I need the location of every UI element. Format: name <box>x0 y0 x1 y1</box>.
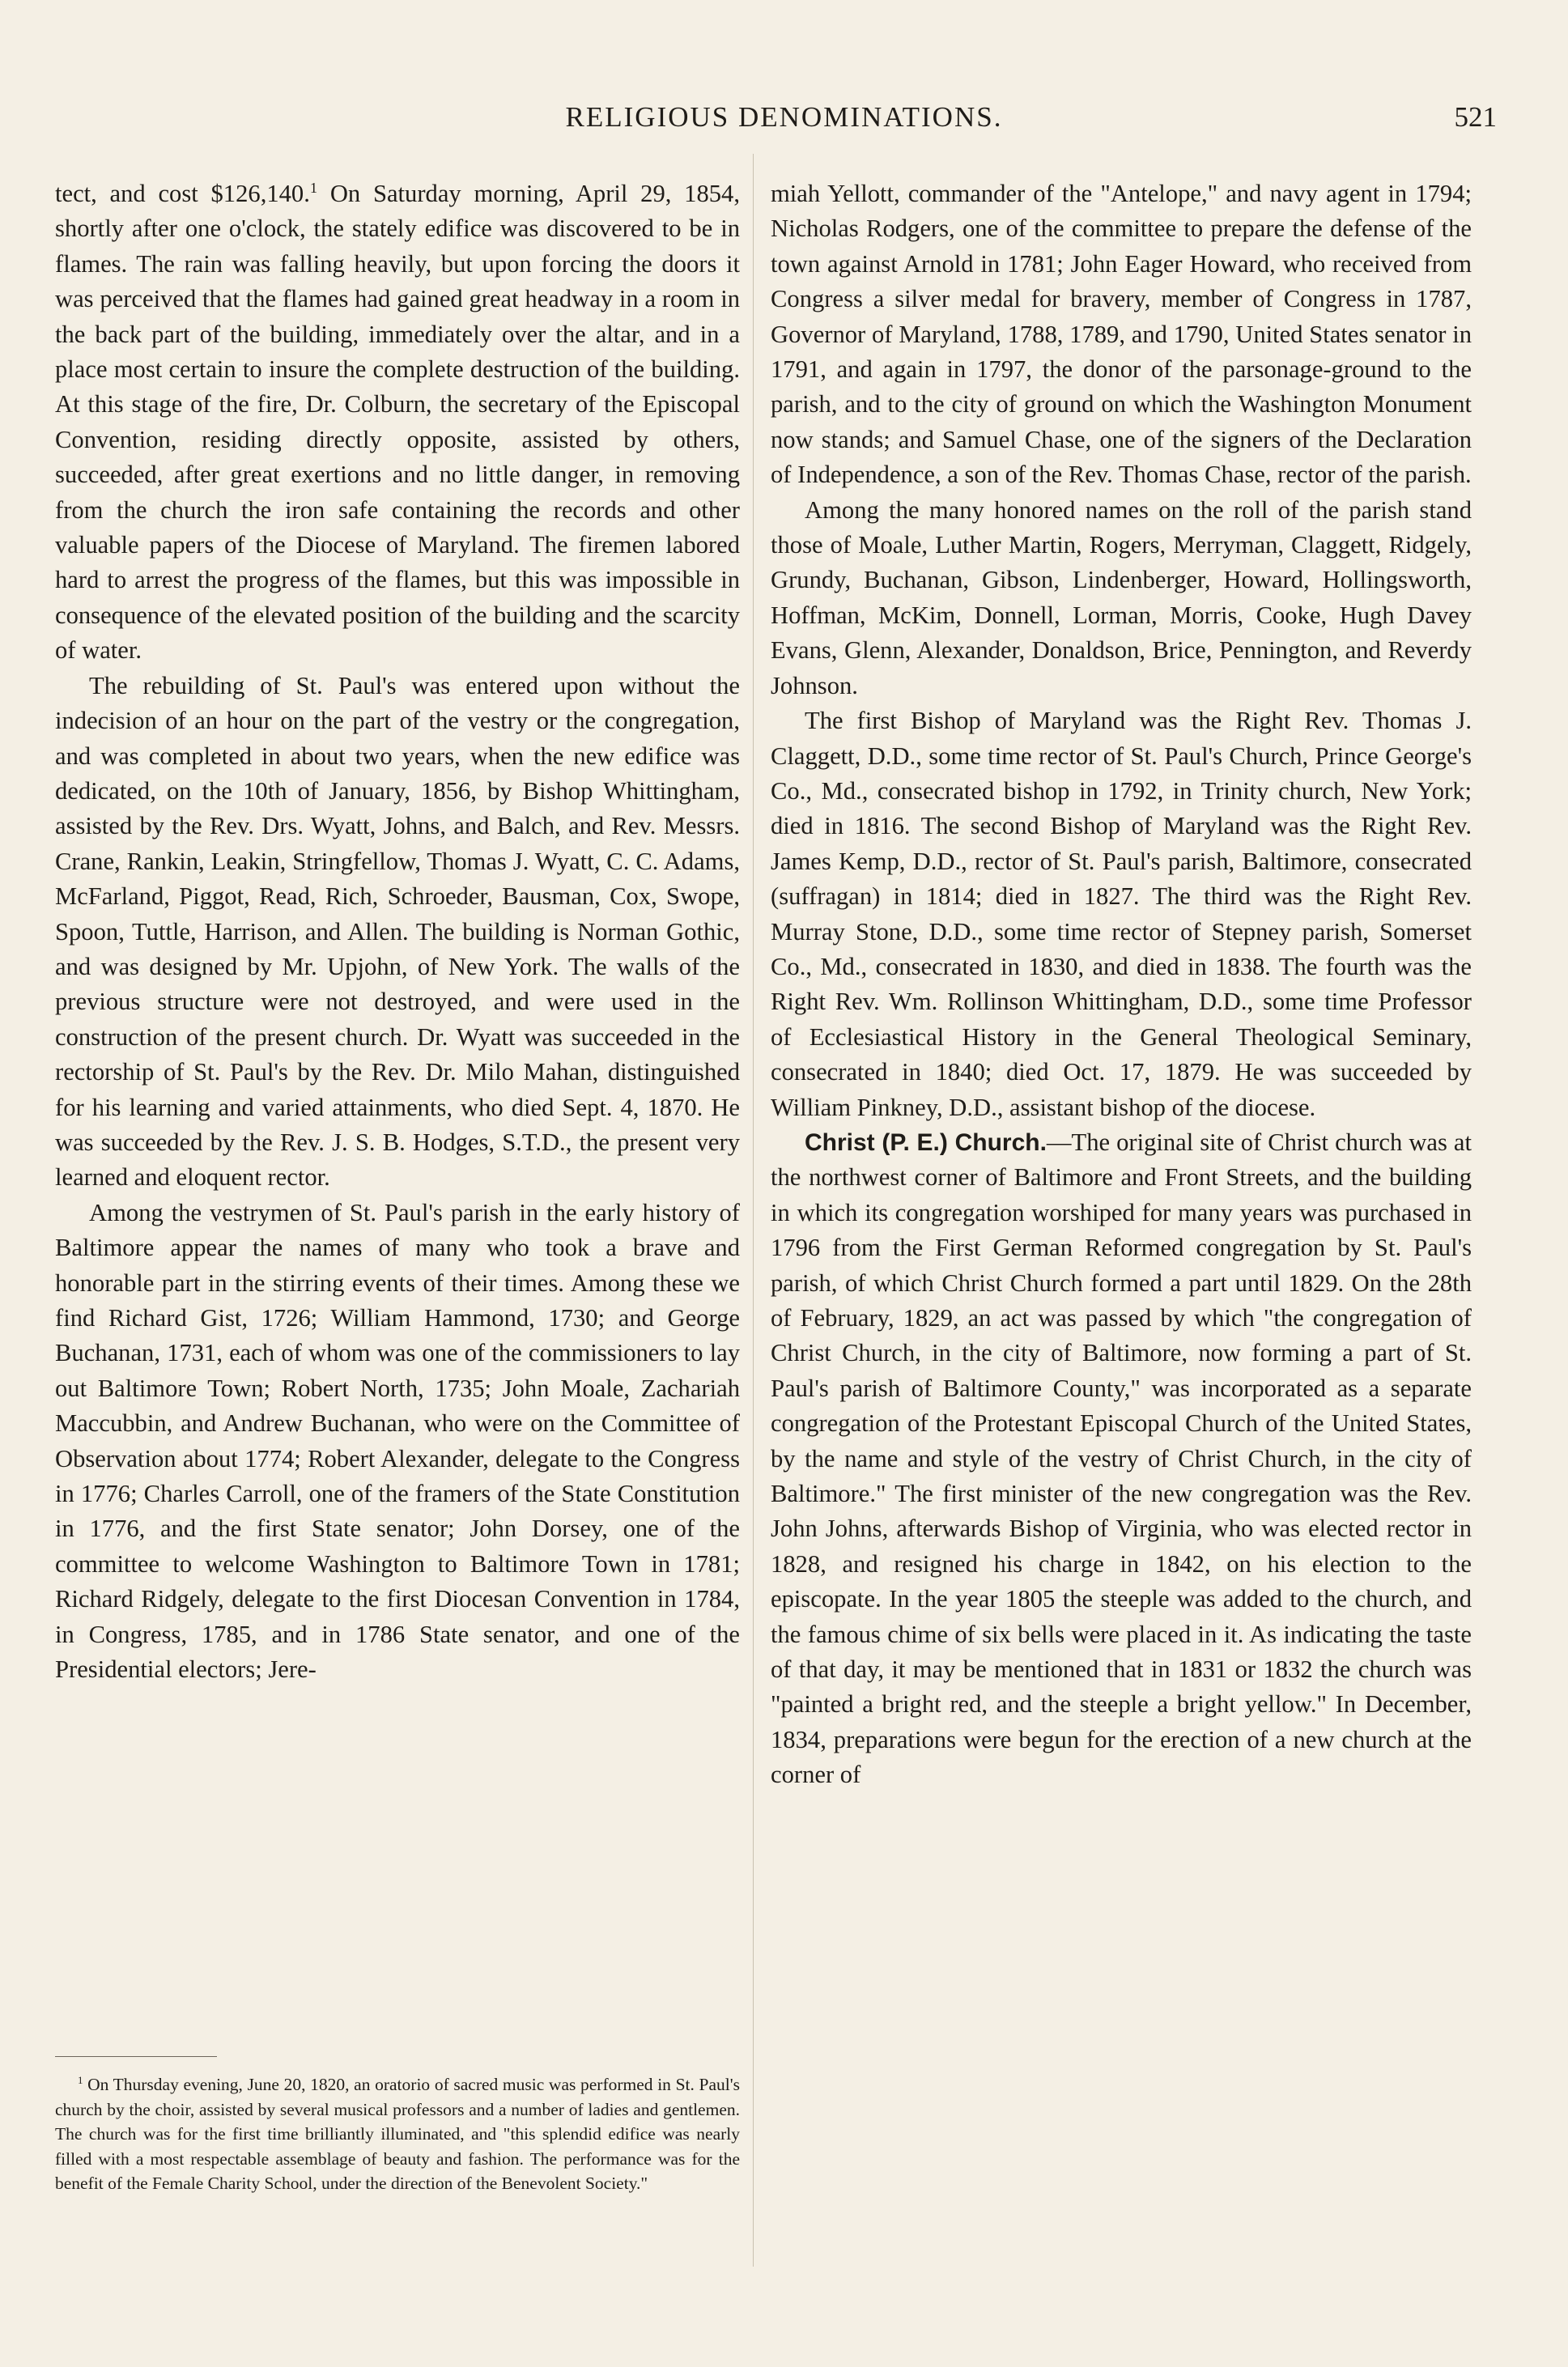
footnote-text: On Thursday evening, June 20, 1820, an oratorio of sacred music was performed in St. Paul's church by the choir, assisted by several musical professors and a number of ladies and gentlemen. The church was for the first time brilliantly illuminated, and "this splendid edifice was nearly filled with a most respectable assemblage of beauty and fashion. The performance was for the benefit of the Female Charity School, under the direction of the Benevolent Society." <box>55 2075 740 2193</box>
left-paragraph-3: Among the vestrymen of St. Paul's parish in the early history of Baltimore appear the names of many who took a brave and honorable part in the stirring events of their times. Among these we find Richard Gist, 1726; William Hammond, 1730; and George Buchanan, 1731, each of whom was one of the commissioners to lay out Baltimore Town; Robert North, 1735; John Moale, Zachariah Maccubbin, and Andrew Buchanan, who were on the Committee of Observation about 1774; Robert Alexander, delegate to the Congress in 1776; Charles Carroll, one of the framers of the State Constitution in 1776, and the first State senator; John Dorsey, one of the committee to welcome Washington to Baltimore Town in 1781; Richard Ridgely, delegate to the first Diocesan Convention in 1784, in Congress, 1785, and in 1786 State senator, and one of the Presidential electors; Jere- <box>55 1198 740 1684</box>
column-divider <box>753 154 754 2267</box>
left-column <box>55 176 740 1687</box>
section-heading-christ-church: Christ (P. E.) Church. <box>805 1128 1047 1156</box>
footnote-1 <box>55 2072 740 2196</box>
right-paragraph-1: miah Yellott, commander of the "Antelope," and navy agent in 1794; Nicholas Rodgers, one of the committee to prepare the defense of the town against Arnold in 1781; John Eager Howard, who received from Congress a silver medal for bravery, member of Congress in 1787, Governor of Maryland, 1788, 1789, and 1790, United States senator in 1791, and again in 1797, the donor of the parsonage-ground to the parish, and to the city of ground on which the Washington Monument now stands; and Samuel Chase, one of the signers of the Declaration of Independence, a son of the Rev. Thomas Chase, rector of the parish. <box>771 180 1472 489</box>
left-paragraph-1-text: tect, and cost $126,140. <box>55 180 310 207</box>
right-column <box>771 176 1472 1793</box>
footnote-marker: 1 <box>78 2074 83 2086</box>
right-paragraph-4 <box>771 1125 1472 1793</box>
running-title: RELIGIOUS DENOMINATIONS. <box>565 101 1003 133</box>
right-paragraph-2: Among the many honored names on the roll of the parish stand those of Moale, Luther Martin, Rogers, Merryman, Claggett, Ridgely, Grundy, Buchanan, Gibson, Lindenberger, Howard, Hollingsworth, Hoffman, McKim, Donnell, Lorman, Morris, Cooke, Hugh Davey Evans, Glenn, Alexander, Donaldson, Brice, Pennington, and Reverdy Johnson. <box>771 495 1472 699</box>
footnotes <box>55 2072 740 2196</box>
left-paragraph-2: The rebuilding of St. Paul's was entered upon without the indecision of an hour on the part of the vestry or the congregation, and was completed in about two years, when the new edifice was dedicated, on the 10th of January, 1856, by Bishop Whittingham, assisted by the Rev. Drs. Wyatt, Johns, and Balch, and Rev. Messrs. Crane, Rankin, Leakin, Stringfellow, Thomas J. Wyatt, C. C. Adams, McFarland, Piggot, Read, Rich, Schroeder, Bausman, Cox, Swope, Spoon, Tuttle, Harrison, and Allen. The building is Norman Gothic, and was designed by Mr. Upjohn, of New York. The walls of the previous structure were not destroyed, and were used in the construction of the present church. Dr. Wyatt was succeeded in the rectorship of St. Paul's by the Rev. Dr. Milo Mahan, distinguished for his learning and varied attainments, who died Sept. 4, 1870. He was succeeded by the Rev. J. S. B. Hodges, S.T.D., the present very learned and eloquent rector. <box>55 671 740 1192</box>
footnote-divider <box>55 2056 217 2057</box>
right-paragraph-4-text: —The original site of Christ church was at the northwest corner of Baltimore and Front Streets, and the building in which its congregation worshiped for many years was purchased in 1796 from the First German Reformed congregation by St. Paul's parish, of which Christ Church formed a part until 1829. On the 28th of February, 1829, an act was passed by which "the congregation of Christ Church, in the city of Baltimore, now forming a part of St. Paul's parish of Baltimore County," was incorporated as a separate congregation of the Protestant Episcopal Church of the United States, by the name and style of the vestry of Christ Church, in the city of Baltimore." The first minister of the new congregation was the Rev. John Johns, afterwards Bishop of Virginia, who was elected rector in 1828, and resigned his charge in 1842, on his election to the episcopate. In the year 1805 the steeple was added to the church, and the famous chime of six bells were placed in it. As indicating the taste of that day, it may be mentioned that in 1831 or 1832 the church was "painted a bright red, and the steeple a bright yellow." In December, 1834, preparations were begun for the erection of a new church at the corner of <box>771 1128 1472 1789</box>
left-paragraph-1-continued: On Saturday morning, April 29, 1854, shortly after one o'clock, the stately edifice was discovered to be in flames. The rain was falling heavily, but upon forcing the doors it was perceived that the flames had gained great headway in a room in the back part of the building, immediately over the altar, and in a place most certain to insure the complete destruction of the building. At this stage of the fire, Dr. Colburn, the secretary of the Episcopal Convention, residing directly opposite, assisted by others, succeeded, after great exertions and no little danger, in removing from the church the iron safe containing the records and other valuable papers of the Diocese of Maryland. The firemen labored hard to arrest the progress of the flames, but this was impossible in consequence of the elevated position of the building and the scarcity of water. <box>55 180 740 665</box>
right-paragraph-3: The first Bishop of Maryland was the Right Rev. Thomas J. Claggett, D.D., some time rector of St. Paul's Church, Prince George's Co., Md., consecrated bishop in 1792, in Trinity church, New York; died in 1816. The second Bishop of Maryland was the Right Rev. James Kemp, D.D., rector of St. Paul's parish, Baltimore, consecrated (suffragan) in 1814; died in 1827. The third was the Right Rev. Murray Stone, D.D., some time rector of Stepney parish, Somerset Co., Md., consecrated in 1830, and died in 1838. The fourth was the Right Rev. Wm. Rollinson Whittingham, D.D., some time Professor of Ecclesiastical History in the General Theological Seminary, consecrated in 1840; died Oct. 17, 1879. He was succeeded by William Pinkney, D.D., assistant bishop of the diocese. <box>771 707 1472 1121</box>
footnote-reference: 1 <box>309 179 318 196</box>
page-number: 521 <box>1454 101 1497 133</box>
left-paragraph-1 <box>55 176 740 669</box>
running-head <box>0 93 1568 142</box>
